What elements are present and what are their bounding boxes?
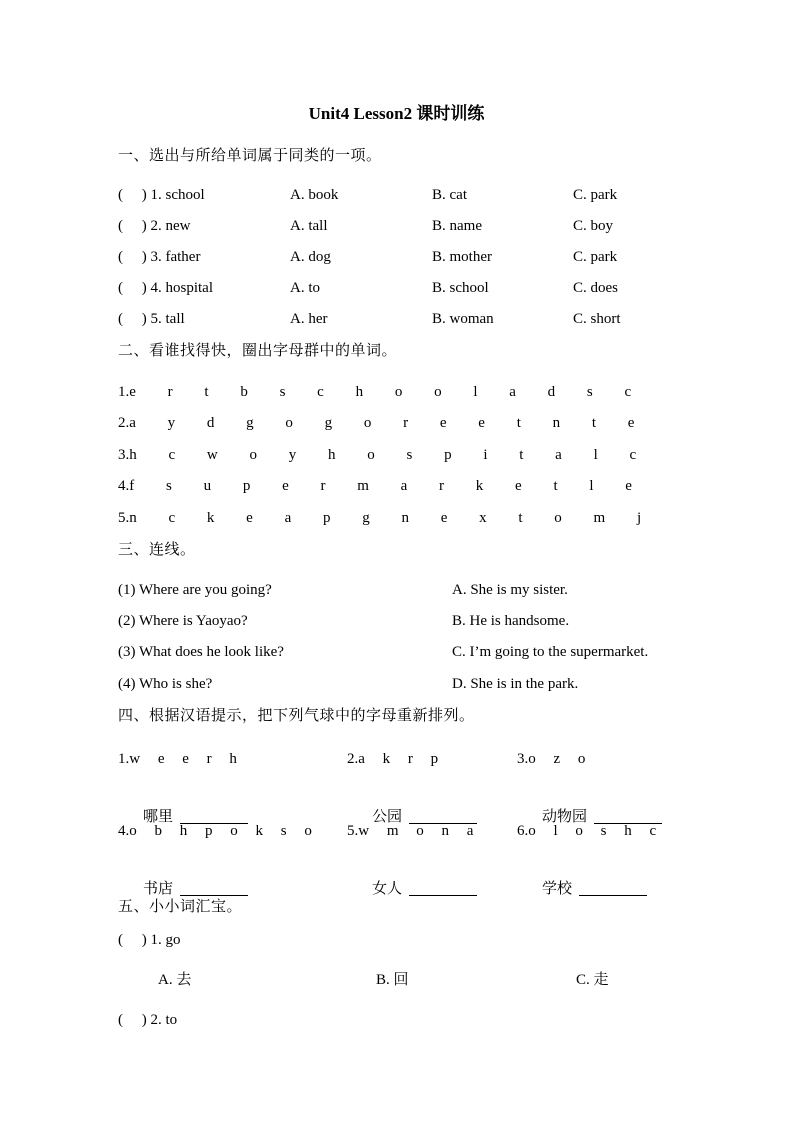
vocab-stem: ( ) 1. go [118, 932, 181, 948]
mcq-stem: ( ) 3. father [118, 249, 201, 265]
mcq-stem: ( ) 2. new [118, 218, 191, 234]
unscramble-item [517, 821, 656, 902]
page-title: Unit4 Lesson2 课时训练 [308, 104, 485, 123]
match-answer: B. He is handsome. [452, 613, 570, 629]
unscramble-hint: 学校 [542, 881, 573, 897]
match-row [118, 642, 778, 662]
section-five-heading: 五、小小词汇宝。 [118, 899, 243, 915]
unscramble-item [517, 749, 652, 830]
section-three-heading: 三、连线。 [118, 542, 196, 558]
unscramble-letters: 3.o z o [517, 751, 586, 767]
unscramble-hint: 哪里 [143, 809, 174, 825]
mcq-option-b: B. mother [432, 249, 492, 265]
vocab-options-row [118, 970, 778, 990]
section-two-heading: 二、看谁找得快，圈出字母群中的单词。 [118, 343, 398, 359]
mcq-option-a: A. her [290, 311, 328, 327]
answer-blank [409, 881, 477, 896]
mcq-option-c: C. park [573, 187, 618, 203]
mcq-option-c: C. boy [573, 218, 614, 234]
match-question: (3) What does he look like? [118, 644, 284, 660]
section-one-heading: 一、选出与所给单词属于同类的一项。 [118, 148, 382, 164]
mcq-option-a: A. tall [290, 218, 328, 234]
letter-row: 3.h c w o y h o s p i t a l c [118, 447, 637, 463]
vocab-option-c: C. 走 [576, 972, 609, 988]
unscramble-item [118, 749, 238, 830]
vocab-stem: ( ) 2. to [118, 1012, 178, 1028]
mcq-row [118, 216, 758, 236]
letter-row: 4.f s u p e r m a r k e t l e [118, 478, 632, 494]
unscramble-item [347, 749, 467, 830]
match-question: (1) Where are you going? [118, 582, 272, 598]
mcq-option-b: B. school [432, 280, 489, 296]
mcq-option-a: A. to [290, 280, 320, 296]
vocab-option-b: B. 回 [376, 972, 409, 988]
match-question: (2) Where is Yaoyao? [118, 613, 248, 629]
unscramble-hint: 公园 [372, 809, 403, 825]
answer-blank [180, 881, 248, 896]
mcq-row [118, 185, 758, 205]
unscramble-letters: 6.o l o s h c [517, 823, 657, 839]
unscramble-letters: 5.w m o n a [347, 823, 474, 839]
mcq-stem: ( ) 4. hospital [118, 280, 213, 296]
mcq-stem: ( ) 1. school [118, 187, 205, 203]
match-row [118, 611, 778, 631]
unscramble-letters: 1.w e e r h [118, 751, 237, 767]
match-answer: A. She is my sister. [452, 582, 568, 598]
letter-row: 1.e r t b s c h o o l a d s c [118, 384, 632, 400]
match-question: (4) Who is she? [118, 676, 213, 692]
mcq-option-c: C. short [573, 311, 621, 327]
match-row [118, 580, 778, 600]
section-four-heading: 四、根据汉语提示，把下列气球中的字母重新排列。 [118, 708, 475, 724]
vocab-option-a: A. 去 [158, 972, 192, 988]
answer-blank [579, 881, 647, 896]
letter-row: 5.n c k e a p g n e x t o m j [118, 510, 642, 526]
match-row [118, 674, 778, 694]
mcq-row [118, 278, 758, 298]
unscramble-item [118, 821, 312, 902]
mcq-option-b: B. woman [432, 311, 494, 327]
unscramble-hint: 女人 [372, 881, 403, 897]
mcq-row [118, 309, 758, 329]
unscramble-hint: 动物园 [542, 809, 588, 825]
mcq-option-b: B. cat [432, 187, 467, 203]
unscramble-letters: 4.o b h p o k s o [118, 823, 312, 839]
mcq-stem: ( ) 5. tall [118, 311, 185, 327]
match-answer: D. She is in the park. [452, 676, 579, 692]
unscramble-hint: 书店 [143, 881, 174, 897]
mcq-option-a: A. dog [290, 249, 331, 265]
match-answer: C. I’m going to the supermarket. [452, 644, 649, 660]
mcq-option-c: C. does [573, 280, 618, 296]
mcq-option-b: B. name [432, 218, 482, 234]
unscramble-letters: 2.a k r p [347, 751, 439, 767]
mcq-option-c: C. park [573, 249, 618, 265]
mcq-row [118, 247, 758, 267]
letter-row: 2.a y d g o g o r e e t n t e [118, 415, 635, 431]
mcq-option-a: A. book [290, 187, 339, 203]
unscramble-item [347, 821, 473, 902]
